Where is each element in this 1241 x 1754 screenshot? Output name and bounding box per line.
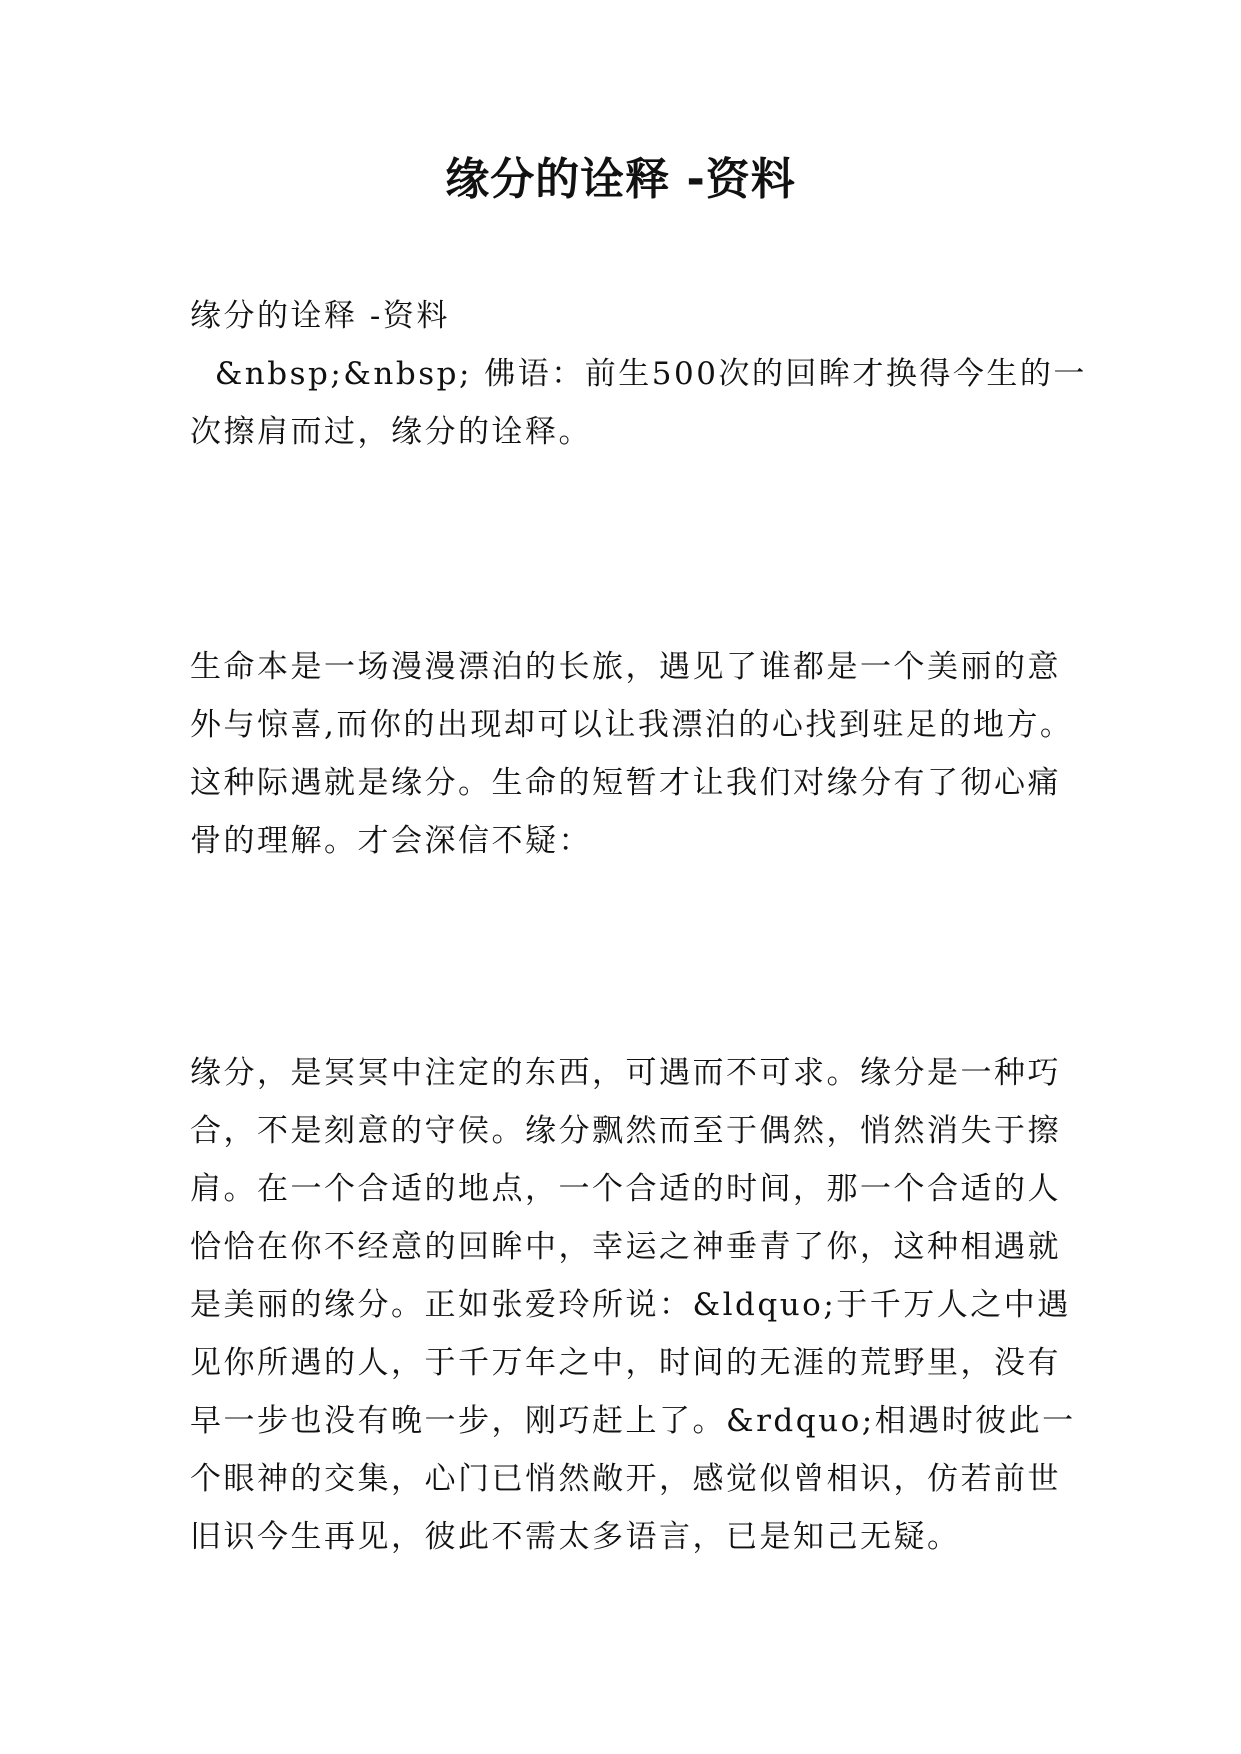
paragraph-3-line-9: 旧识今生再见，彼此不需太多语言，已是知己无疑。 [190,1519,961,1555]
paragraph-2-line-2: 外与惊喜,而你的出现却可以让我漂泊的心找到驻足的地方。 [190,707,1074,743]
paragraph-2-line-3: 这种际遇就是缘分。生命的短暂才让我们对缘分有了彻心痛 [190,765,1061,801]
paragraph-3-line-2: 合，不是刻意的守侯。缘分飘然而至于偶然，悄然消失于擦 [190,1113,1061,1149]
paragraph-1-line-2: 次擦肩而过，缘分的诠释。 [190,414,592,450]
paragraph-3-line-1: 缘分，是冥冥中注定的东西，可遇而不可求。缘分是一种巧 [190,1055,1061,1091]
paragraph-3-line-6: 见你所遇的人，于千万年之中，时间的无涯的荒野里，没有 [190,1345,1061,1381]
paragraph-2-line-4: 骨的理解。才会深信不疑： [190,823,592,859]
paragraph-3-line-7: 早一步也没有晚一步，刚巧赶上了。&rdquo;相遇时彼此一 [190,1403,1076,1439]
paragraph-3-line-8: 个眼神的交集，心门已悄然敞开，感觉似曾相识，仿若前世 [190,1461,1061,1497]
paragraph-2-line-1: 生命本是一场漫漫漂泊的长旅，遇见了谁都是一个美丽的意 [190,649,1061,685]
document-title: 缘分的诠释 -资料 [445,154,796,205]
paragraph-3-line-3: 肩。在一个合适的地点，一个合适的时间，那一个合适的人 [190,1171,1061,1207]
paragraph-1-line-1: &nbsp;&nbsp; 佛语：前生500次的回眸才换得今生的一 [190,356,1087,392]
paragraph-3-line-4: 恰恰在你不经意的回眸中，幸运之神垂青了你，这种相遇就 [190,1229,1061,1265]
paragraph-3-line-5: 是美丽的缘分。正如张爱玲所说：&ldquo;于千万人之中遇 [190,1287,1071,1323]
document-subtitle: 缘分的诠释 -资料 [190,298,450,334]
